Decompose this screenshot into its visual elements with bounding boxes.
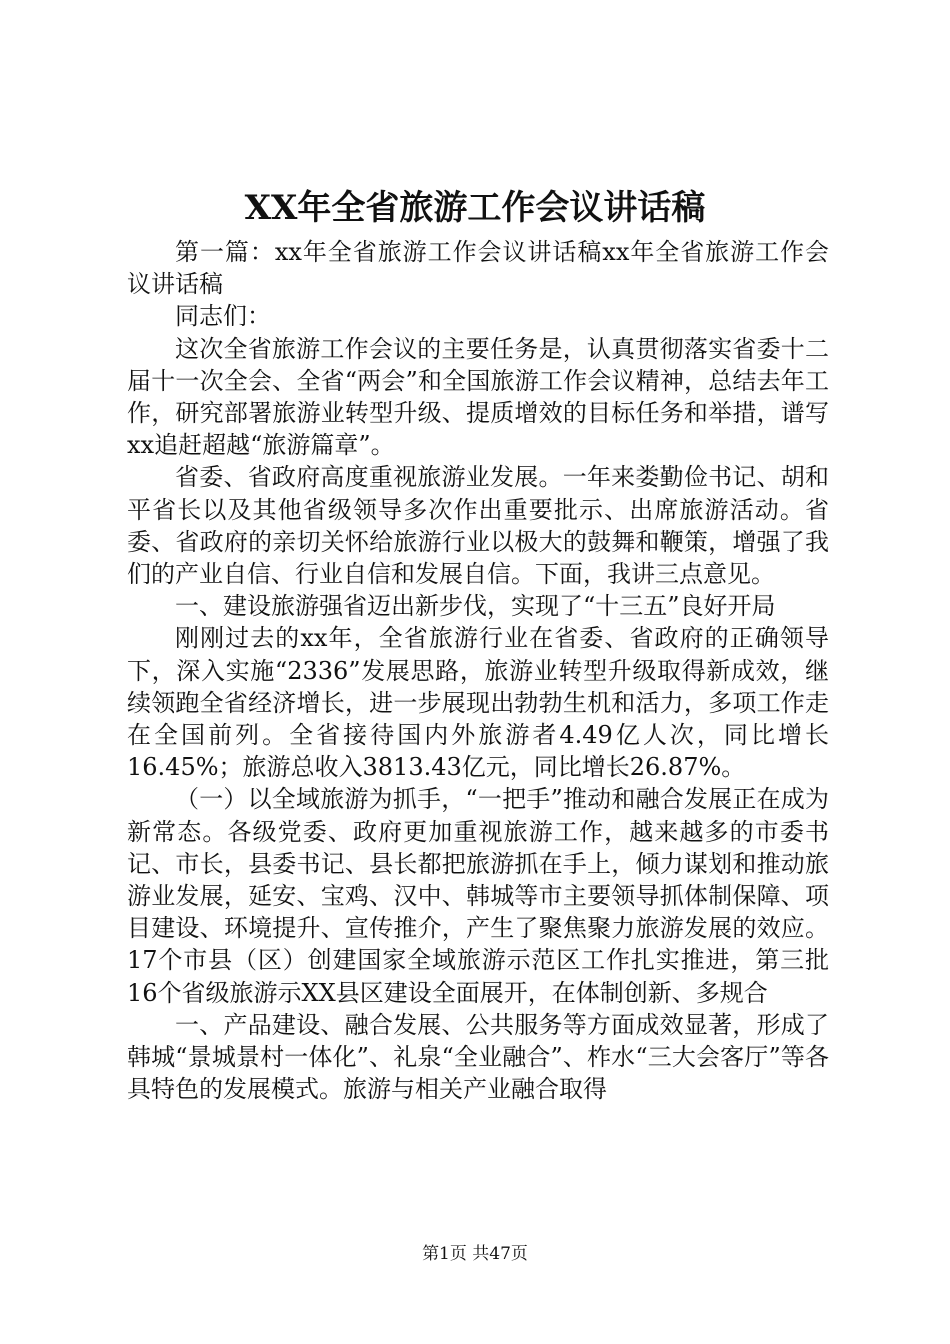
- paragraph: 这次全省旅游工作会议的主要任务是，认真贯彻落实省委十二届十一次全会、全省“两会”和全国旅游工作会议精神，总结去年工作，研究部署旅游业转型升级、提质增效的目标任务和举措，谱写xx追赶超越“旅游篇章”。: [127, 334, 829, 460]
- paragraph: （一）以全域旅游为抓手，“一把手”推动和融合发展正在成为新常态。各级党委、政府更加重视旅游工作，越来越多的市委书记、市长，县委书记、县长都把旅游抓在手上，倾力谋划和推动旅游业发展，延安、宝鸡、汉中、韩城等市主要领导抓体制保障、项目建设、环境提升、宣传推介，产生了聚焦聚力旅游发展的效应。17个市县（区）创建国家全域旅游示范区工作扎实推进，第三批16个省级旅游示XX县区建设全面展开，在体制创新、多规合: [127, 785, 829, 1007]
- paragraph: 省委、省政府高度重视旅游业发展。一年来娄勤俭书记、胡和平省长以及其他省级领导多次作出重要批示、出席旅游活动。省委、省政府的亲切关怀给旅游行业以极大的鼓舞和鞭策，增强了我们的产业自信、行业自信和发展自信。下面，我讲三点意见。: [127, 463, 829, 589]
- section-heading: 一、建设旅游强省迈出新步伐，实现了“十三五”良好开局: [175, 592, 776, 621]
- page-footer: 第1页 共47页: [422, 1244, 528, 1264]
- document-title: XX年全省旅游工作会议讲话稿: [244, 188, 706, 228]
- paragraph: 第一篇：xx年全省旅游工作会议讲话稿xx年全省旅游工作会议讲话稿: [127, 238, 829, 299]
- document-body: [127, 236, 829, 1105]
- paragraph: 同志们：: [175, 302, 271, 331]
- paragraph: 一、产品建设、融合发展、公共服务等方面成效显著，形成了韩城“景城景村一体化”、礼泉“全业融合”、柞水“三大会客厅”等各具特色的发展模式。旅游与相关产业融合取得: [127, 1010, 829, 1104]
- paragraph: 刚刚过去的xx年，全省旅游行业在省委、省政府的正确领导下，深入实施“2336”发展思路，旅游业转型升级取得新成效，继续领跑全省经济增长，进一步展现出勃勃生机和活力，多项工作走在全国前列。全省接待国内外旅游者4.49亿人次，同比增长16.45%；旅游总收入3813.43亿元，同比增长26.87%。: [127, 624, 829, 782]
